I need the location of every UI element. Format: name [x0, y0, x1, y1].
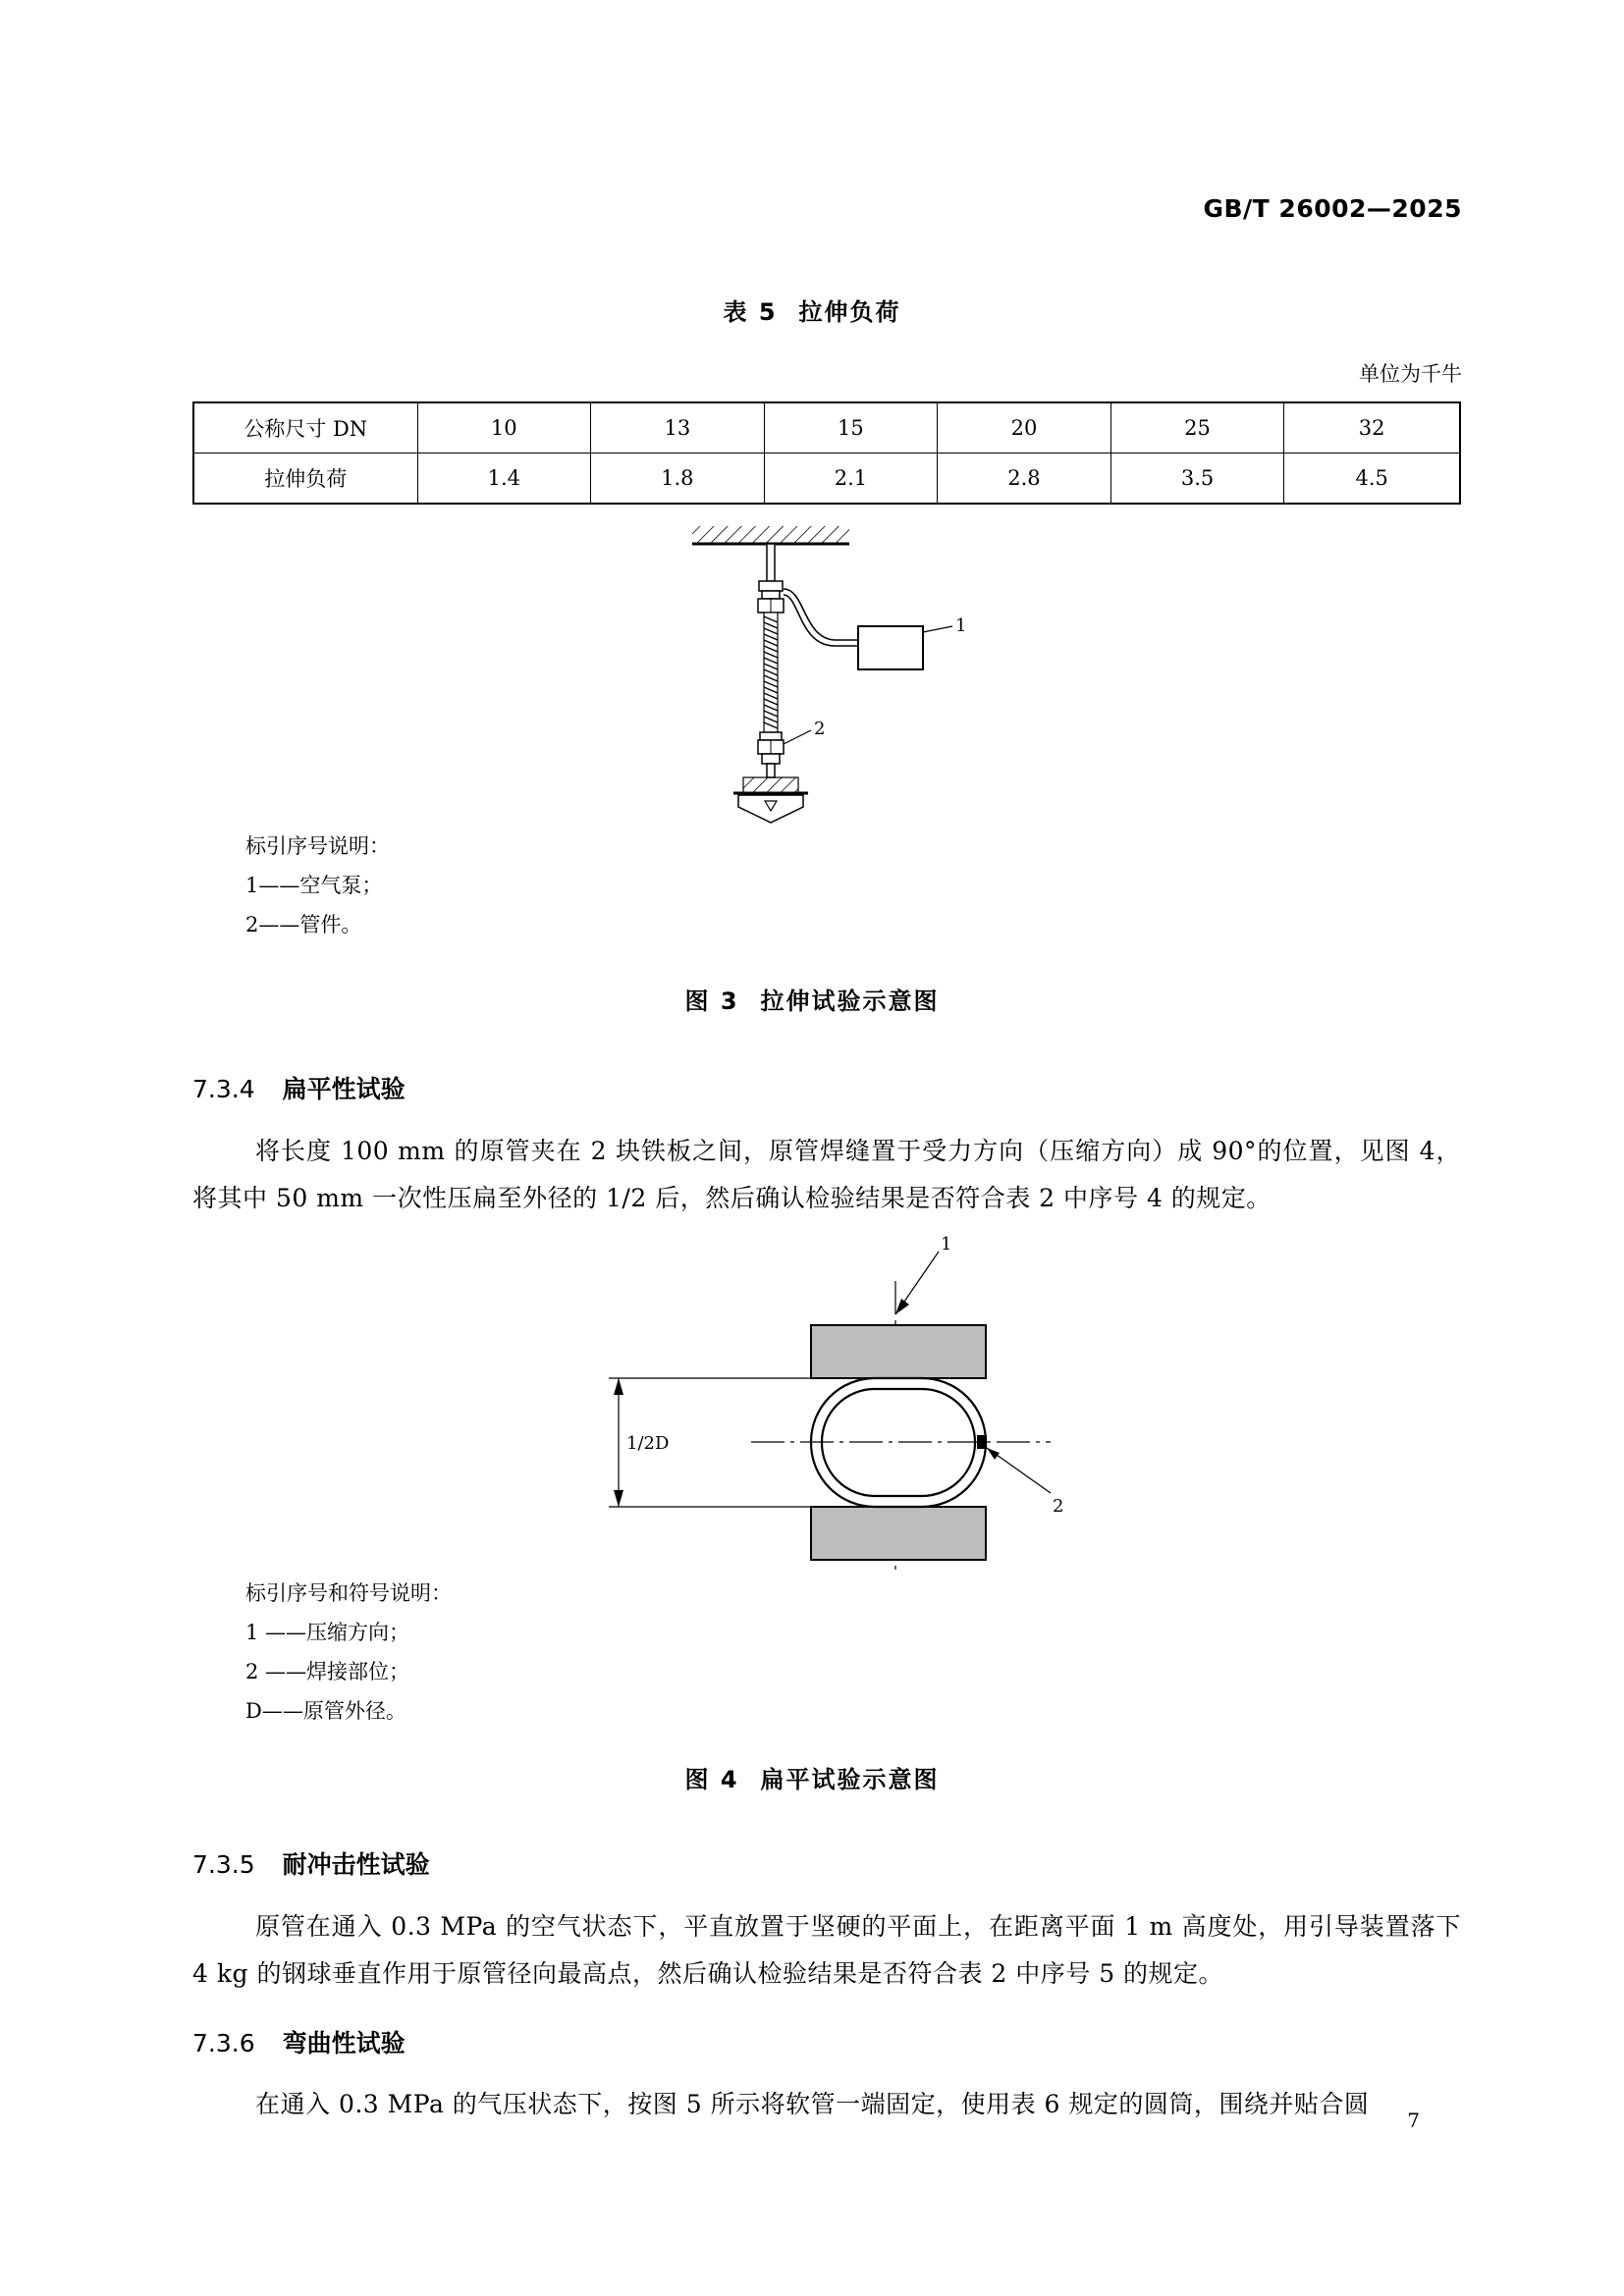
table-row-header: 公称尺寸 DN — [193, 402, 417, 454]
legend-item: 2 ——焊接部位； — [245, 1660, 410, 1683]
table-cell: 15 — [764, 402, 938, 454]
table-cell: 3.5 — [1110, 454, 1284, 505]
figure3-legend — [245, 827, 390, 944]
page-number: 7 — [1407, 2109, 1420, 2132]
legend-title: 标引序号和符号说明： — [245, 1581, 452, 1605]
legend-title: 标引序号说明： — [245, 834, 390, 858]
figure3-diagram — [677, 520, 992, 834]
table5-caption-number: 表 5 — [723, 298, 778, 326]
section-title: 弯曲性试验 — [282, 2029, 406, 2057]
figure3-callout-2: 2 — [814, 719, 826, 739]
section-heading-7-3-6 — [192, 2024, 406, 2059]
section-7-3-4-paragraph: 将长度 100 mm 的原管夹在 2 块铁板之间，原管焊缝置于受力方向（压缩方向）成 90°的位置，见图 4，将其中 50 mm 一次性压扁至外径的 1/2 后，然后确认检验结果是否符合表 2 中序号 4 的规定。 — [192, 1137, 1461, 1212]
section-number: 7.3.4 — [192, 1075, 255, 1103]
pull-plate — [743, 777, 798, 793]
standard-code: GB/T 26002—2025 — [1203, 194, 1462, 223]
section-heading-7-3-5 — [192, 1845, 430, 1881]
section-7-3-6-paragraph: 在通入 0.3 MPa 的气压状态下，按图 5 所示将软管一端固定，使用表 6 规定的圆筒，围绕并贴合圆 — [255, 2090, 1370, 2118]
table-cell: 20 — [938, 402, 1111, 454]
table-cell: 1.8 — [591, 454, 765, 505]
table-cell: 1.4 — [417, 454, 591, 505]
table5-caption-title: 拉伸负荷 — [798, 298, 901, 326]
top-press-plate — [811, 1325, 986, 1378]
figure3-caption-title: 拉伸试验示意图 — [760, 988, 940, 1015]
table-cell: 10 — [417, 402, 591, 454]
table-cell: 13 — [591, 402, 765, 454]
figure4-caption-number: 图 4 — [684, 1766, 739, 1793]
ceiling-hatch — [692, 526, 849, 543]
air-pump — [858, 626, 923, 669]
pipe-fitting — [758, 732, 784, 764]
table-row — [193, 454, 1460, 505]
section-heading-7-3-4 — [192, 1070, 406, 1105]
figure3-callout-1: 1 — [955, 615, 967, 636]
table-cell: 25 — [1110, 402, 1284, 454]
table5-unit-note: 单位为千牛 — [1359, 362, 1462, 386]
bottom-press-plate — [811, 1507, 986, 1560]
section-title: 耐冲击性试验 — [282, 1850, 430, 1879]
table-cell: 2.1 — [764, 454, 938, 505]
table5 — [192, 401, 1461, 505]
section-7-3-5-paragraph: 原管在通入 0.3 MPa 的空气状态下，平直放置于坚硬的平面上，在距离平面 1 m 高度处，用引导装置落下 4 kg 的钢球垂直作用于原管径向最高点，然后确认检验结果是否符合表 2 中序号 5 的规定。 — [192, 1912, 1461, 1988]
corrugated-pipe — [764, 613, 778, 732]
figure4-callout-1: 1 — [941, 1234, 952, 1255]
figure3-caption-number: 图 3 — [684, 988, 739, 1015]
figure4-callout-2: 2 — [1053, 1496, 1064, 1517]
legend-item: 1 ——压缩方向； — [245, 1621, 410, 1644]
weld-spot — [977, 1435, 987, 1449]
legend-item: 2——管件。 — [245, 913, 362, 936]
table-row-header: 拉伸负荷 — [193, 454, 417, 505]
legend-item: D——原管外径。 — [245, 1699, 406, 1723]
table5-caption — [0, 293, 1624, 327]
figure4-legend — [245, 1574, 452, 1731]
section-number: 7.3.5 — [192, 1850, 255, 1879]
figure4-caption-title: 扁平试验示意图 — [760, 1766, 940, 1793]
section-title: 扁平性试验 — [282, 1075, 406, 1103]
figure4-dimension-label: 1/2D — [626, 1433, 670, 1454]
figure4-diagram — [589, 1232, 1100, 1585]
table-row — [193, 402, 1460, 454]
section-number: 7.3.6 — [192, 2029, 255, 2057]
figure3-caption — [0, 982, 1624, 1016]
table-cell: 4.5 — [1284, 454, 1460, 505]
figure4-caption — [0, 1760, 1624, 1794]
table-cell: 2.8 — [938, 454, 1111, 505]
legend-item: 1——空气泵； — [245, 874, 383, 897]
table-cell: 32 — [1284, 402, 1460, 454]
